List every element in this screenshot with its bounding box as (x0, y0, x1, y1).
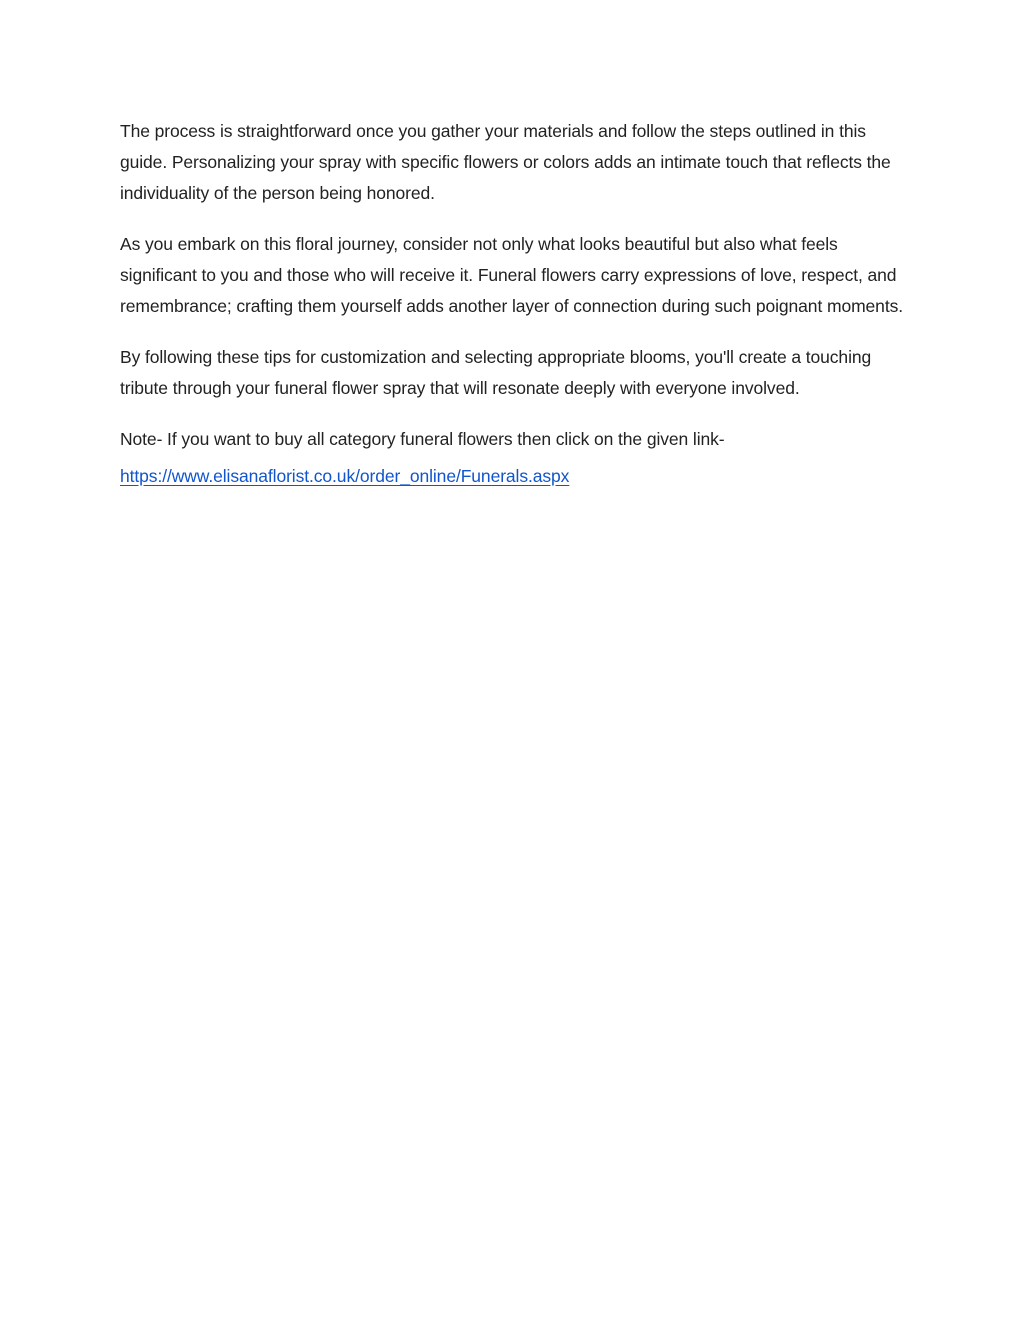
paragraph-tribute: By following these tips for customization and selecting appropriate blooms, you'll create a touching tribute through your funeral flower spray that will resonate deeply with everyone involved. (120, 347, 872, 398)
note-text: Note- If you want to buy all category funeral flowers then click on the given link- (120, 429, 725, 449)
funerals-order-link[interactable]: https://www.elisanaflorist.co.uk/order_online/Funerals.aspx (120, 466, 570, 486)
document-body (120, 116, 910, 492)
link-container (120, 461, 910, 492)
paragraph-process: The process is straightforward once you gather your materials and follow the steps outlined in this guide. Personalizing your spray with specific flowers or colors adds an intimate touch that reflects the individuality of the person being honored. (120, 121, 891, 203)
paragraph-floral-journey: As you embark on this floral journey, consider not only what looks beautiful but also what feels significant to you and those who will receive it. Funeral flowers carry expressions of love, respect, and remembrance; crafting them yourself adds another layer of connection during such poignant moments. (120, 234, 903, 316)
